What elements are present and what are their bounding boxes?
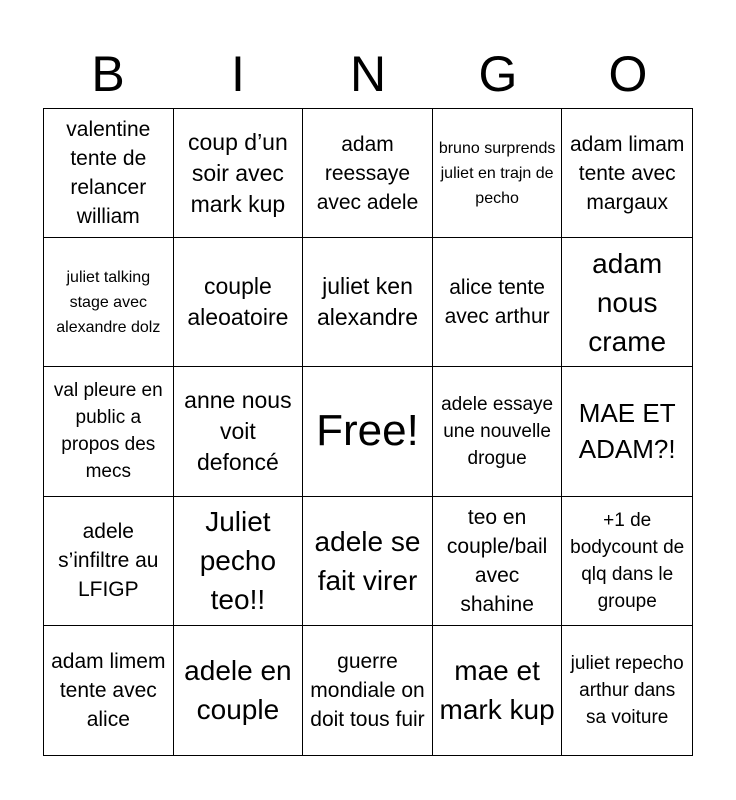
cell-text: Juliet pecho teo!! bbox=[199, 506, 277, 616]
cell-text: +1 de bodycount de qlq dans le groupe bbox=[570, 509, 685, 612]
header-letter-g: G bbox=[478, 46, 518, 102]
header-letter-b: B bbox=[91, 46, 125, 102]
bingo-cell-r1-c2[interactable] bbox=[174, 109, 304, 238]
bingo-cell-r5-c2[interactable] bbox=[174, 626, 304, 755]
bingo-header bbox=[43, 40, 693, 108]
cell-text: adam nous crame bbox=[588, 247, 667, 357]
bingo-cell-r1-c3[interactable] bbox=[303, 109, 433, 238]
bingo-cell-r2-c2[interactable] bbox=[174, 238, 304, 367]
bingo-cell-r1-c1[interactable] bbox=[44, 109, 174, 238]
cell-text: couple aleoatoire bbox=[187, 273, 289, 331]
cell-text: adele en couple bbox=[184, 655, 292, 726]
cell-text: adam reessaye avec adele bbox=[316, 132, 419, 214]
bingo-cell-r4-c2[interactable] bbox=[174, 497, 304, 626]
bingo-cell-r1-c4[interactable] bbox=[433, 109, 563, 238]
cell-text: coup d’un soir avec mark kup bbox=[188, 128, 288, 217]
free-space-text: Free! bbox=[316, 406, 419, 456]
bingo-cell-r1-c5[interactable] bbox=[562, 109, 692, 238]
cell-text: teo en couple/bail avec shahine bbox=[446, 505, 548, 616]
cell-text: anne nous voit defoncé bbox=[184, 386, 292, 475]
cell-text: juliet ken alexandre bbox=[316, 273, 418, 331]
cell-text: adam limem tente avec alice bbox=[51, 649, 166, 731]
bingo-board bbox=[43, 108, 693, 756]
header-letter-i: I bbox=[231, 46, 245, 102]
cell-text: alice tente avec arthur bbox=[444, 276, 550, 329]
bingo-cell-r5-c4[interactable] bbox=[433, 626, 563, 755]
cell-text: bruno surprends juliet en trajn de pecho bbox=[438, 139, 556, 207]
bingo-cell-r2-c4[interactable] bbox=[433, 238, 563, 367]
cell-text: guerre mondiale on doit tous fuir bbox=[310, 649, 425, 731]
cell-text: val pleure en public a propos des mecs bbox=[53, 380, 163, 483]
cell-text: MAE ET ADAM?! bbox=[578, 398, 676, 465]
bingo-cell-r3-c2[interactable] bbox=[174, 367, 304, 496]
bingo-cell-r2-c1[interactable] bbox=[44, 238, 174, 367]
cell-text: mae et mark kup bbox=[439, 655, 555, 726]
header-letter-o: O bbox=[608, 46, 648, 102]
bingo-cell-free[interactable] bbox=[303, 367, 433, 496]
bingo-cell-r4-c4[interactable] bbox=[433, 497, 563, 626]
cell-text: valentine tente de relancer william bbox=[66, 118, 151, 229]
bingo-cell-r4-c3[interactable] bbox=[303, 497, 433, 626]
bingo-cell-r5-c1[interactable] bbox=[44, 626, 174, 755]
bingo-cell-r3-c5[interactable] bbox=[562, 367, 692, 496]
cell-text: adele s’infiltre au LFIGP bbox=[58, 520, 159, 602]
cell-text: juliet talking stage avec alexandre dolz bbox=[56, 268, 161, 336]
bingo-cell-r5-c5[interactable] bbox=[562, 626, 692, 755]
bingo-cell-r3-c4[interactable] bbox=[433, 367, 563, 496]
bingo-cell-r5-c3[interactable] bbox=[303, 626, 433, 755]
bingo-cell-r3-c1[interactable] bbox=[44, 367, 174, 496]
header-letter-n: N bbox=[349, 46, 387, 102]
bingo-cell-r4-c1[interactable] bbox=[44, 497, 174, 626]
bingo-cell-r2-c5[interactable] bbox=[562, 238, 692, 367]
cell-text: juliet repecho arthur dans sa voiture bbox=[570, 652, 684, 728]
cell-text: adele essaye une nouvelle drogue bbox=[441, 393, 554, 469]
cell-text: adam limam tente avec margaux bbox=[570, 132, 685, 214]
cell-text: adele se fait virer bbox=[314, 525, 421, 596]
bingo-cell-r2-c3[interactable] bbox=[303, 238, 433, 367]
bingo-cell-r4-c5[interactable] bbox=[562, 497, 692, 626]
